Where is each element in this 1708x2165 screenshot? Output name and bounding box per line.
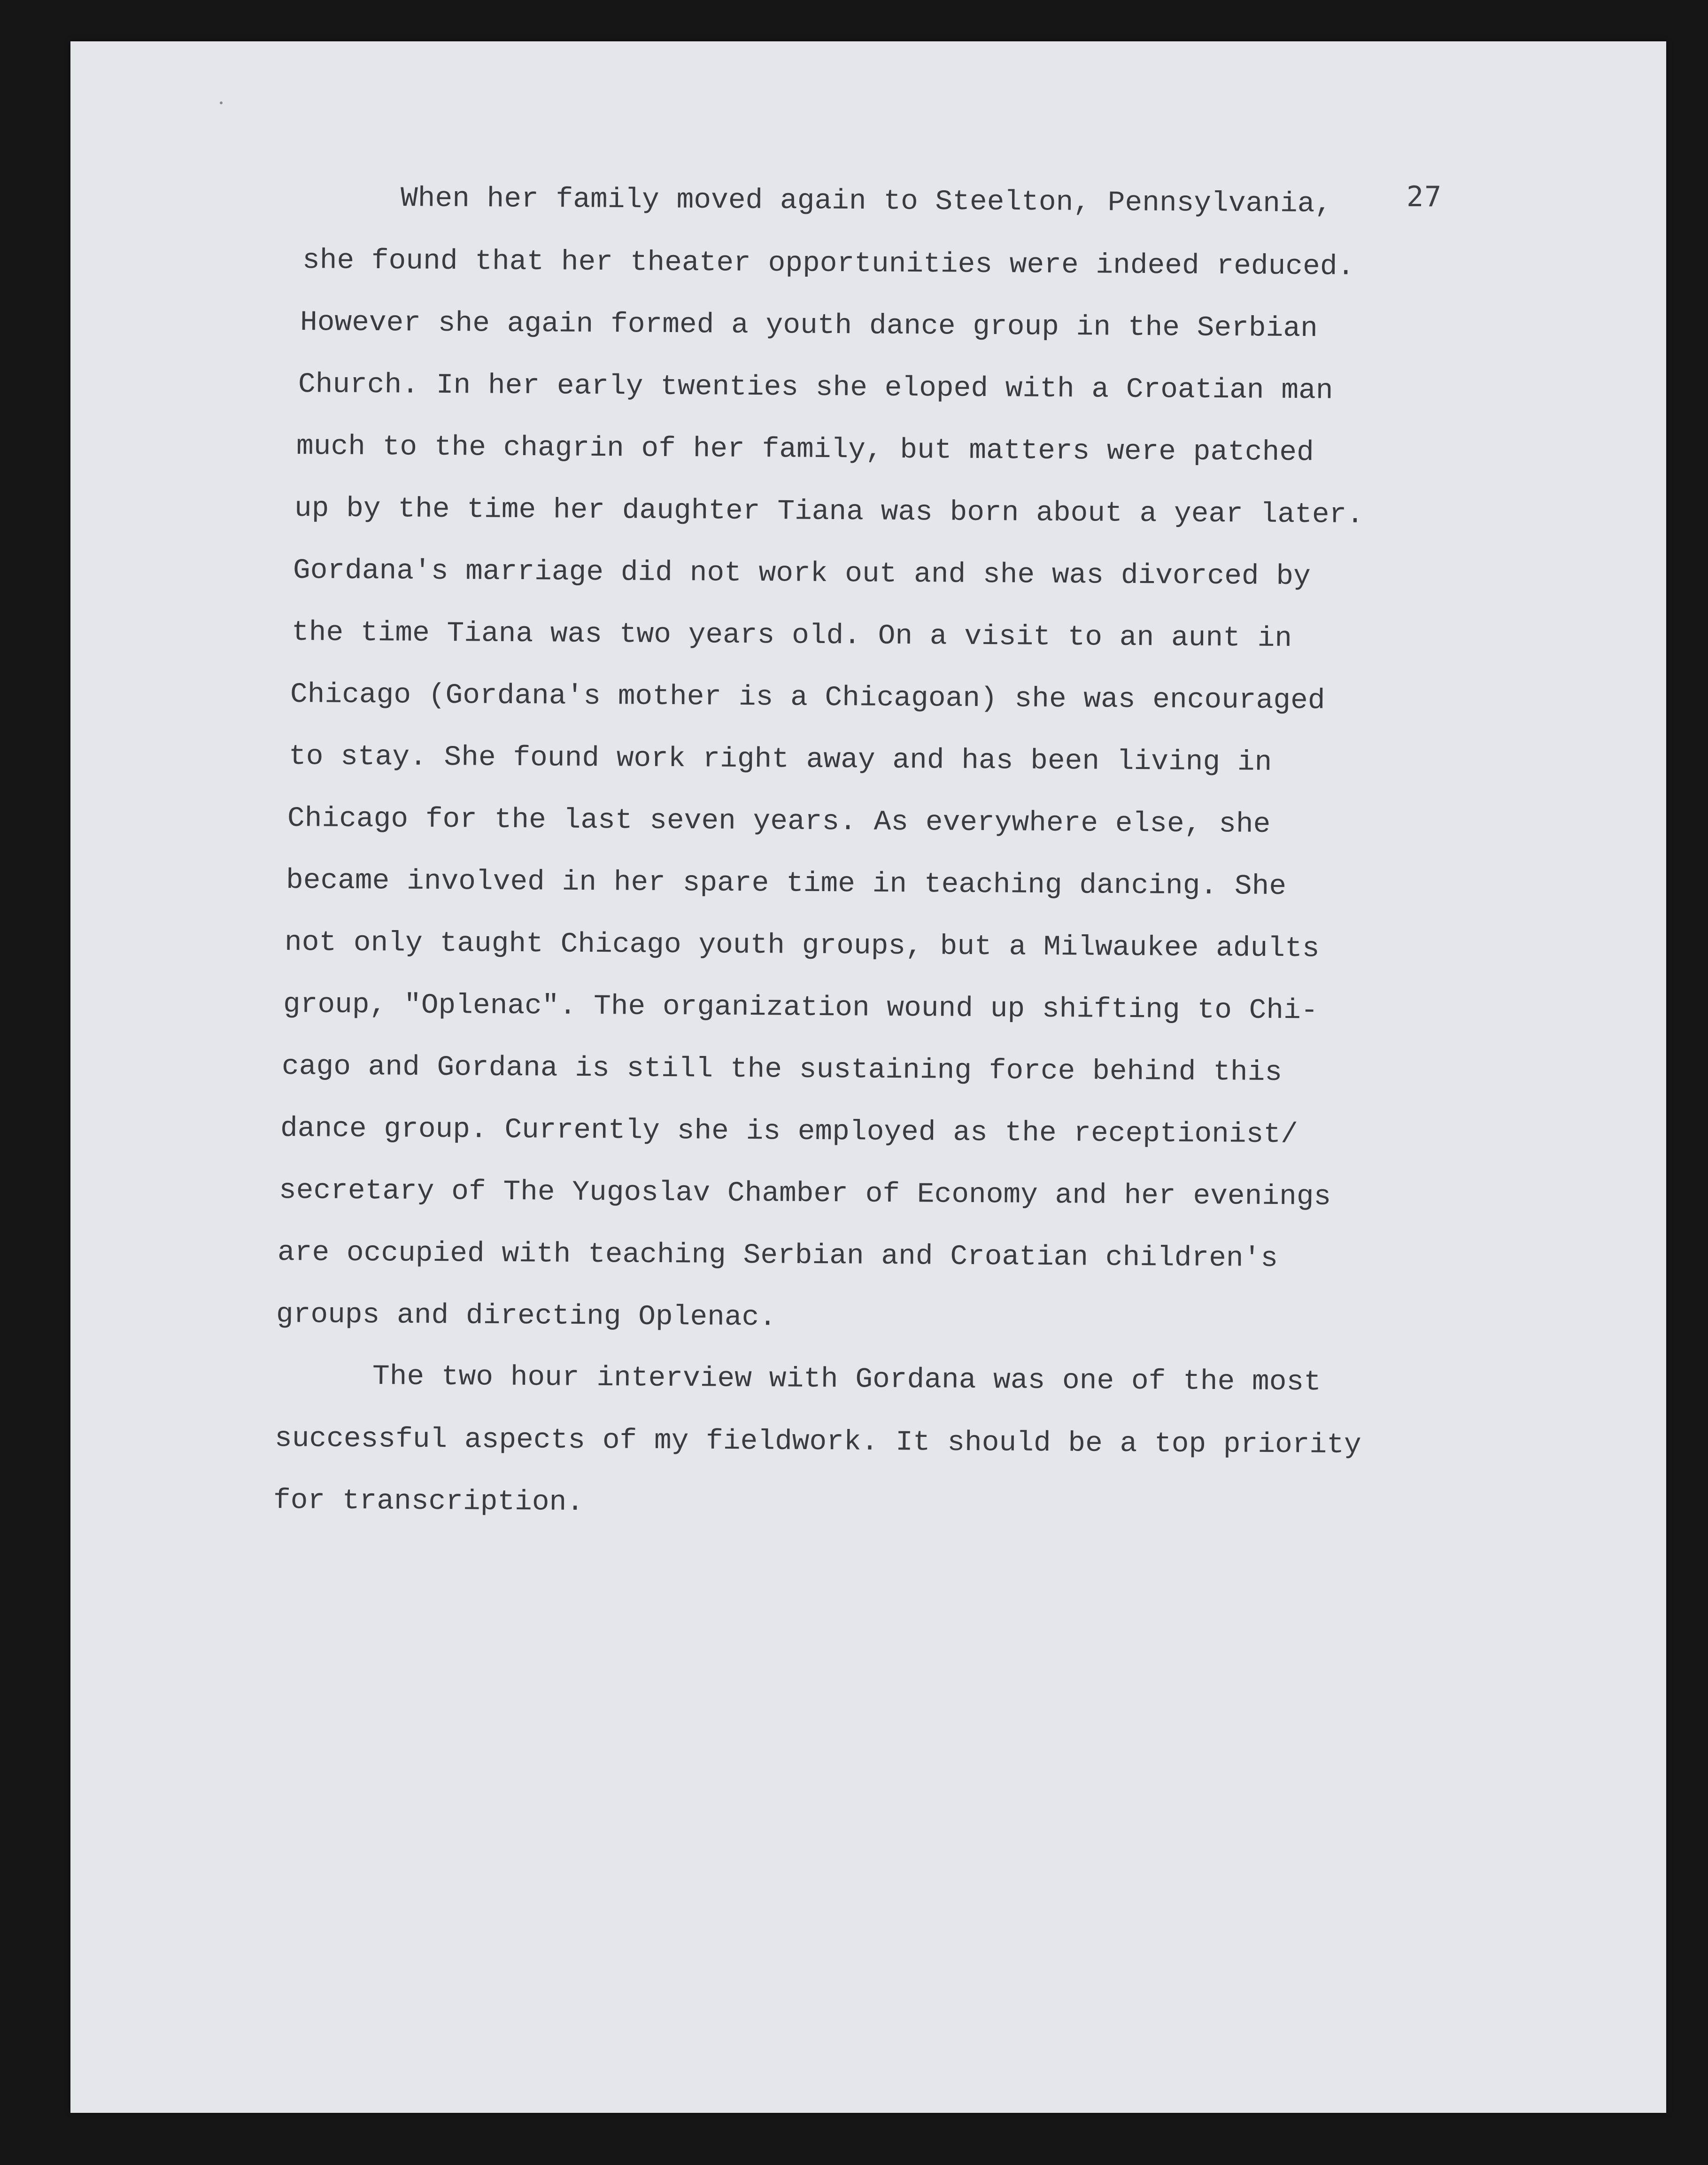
text-line: When her family moved again to Steelton, Pennsylvania, bbox=[400, 183, 1332, 221]
page-number: 27 bbox=[1407, 180, 1443, 213]
text-line: group, "Oplenac". The organization wound up shifting to Chi- bbox=[283, 989, 1318, 1027]
text-line: Chicago (Gordana's mother is a Chicagoan) she was encouraged bbox=[290, 679, 1325, 717]
text-line: to stay. She found work right away and has been living in bbox=[288, 741, 1272, 779]
text-line: Church. In her early twenties she eloped with a Croatian man bbox=[298, 369, 1333, 407]
paper-speck bbox=[220, 101, 223, 104]
text-line: successful aspects of my fieldwork. It should be a top priority bbox=[274, 1423, 1361, 1462]
text-line: not only taught Chicago youth groups, but a Milwaukee adults bbox=[284, 927, 1320, 965]
typewritten-page bbox=[70, 41, 1666, 2113]
text-line: up by the time her daughter Tiana was born about a year later. bbox=[294, 493, 1364, 531]
text-line: Gordana's marriage did not work out and she was divorced by bbox=[293, 555, 1311, 593]
text-line: The two hour interview with Gordana was one of the most bbox=[372, 1361, 1322, 1399]
text-line: secretary of The Yugoslav Chamber of Economy and her evenings bbox=[278, 1175, 1331, 1213]
text-line: Chicago for the last seven years. As everywhere else, she bbox=[287, 803, 1271, 841]
text-line: cago and Gordana is still the sustaining force behind this bbox=[281, 1051, 1283, 1089]
text-line: dance group. Currently she is employed as the receptionist/ bbox=[280, 1113, 1298, 1151]
text-line: groups and directing Oplenac. bbox=[276, 1299, 777, 1334]
text-line: for transcription. bbox=[273, 1485, 584, 1519]
text-line: However she again formed a youth dance group in the Serbian bbox=[300, 307, 1318, 345]
text-line: much to the chagrin of her family, but matters were patched bbox=[296, 431, 1314, 469]
text-line: she found that her theater opportunities were indeed reduced. bbox=[302, 245, 1355, 283]
text-line: are occupied with teaching Serbian and Croatian children's bbox=[277, 1237, 1278, 1275]
text-line: the time Tiana was two years old. On a visit to an aunt in bbox=[291, 617, 1292, 655]
text-line: became involved in her spare time in teaching dancing. She bbox=[286, 865, 1287, 903]
